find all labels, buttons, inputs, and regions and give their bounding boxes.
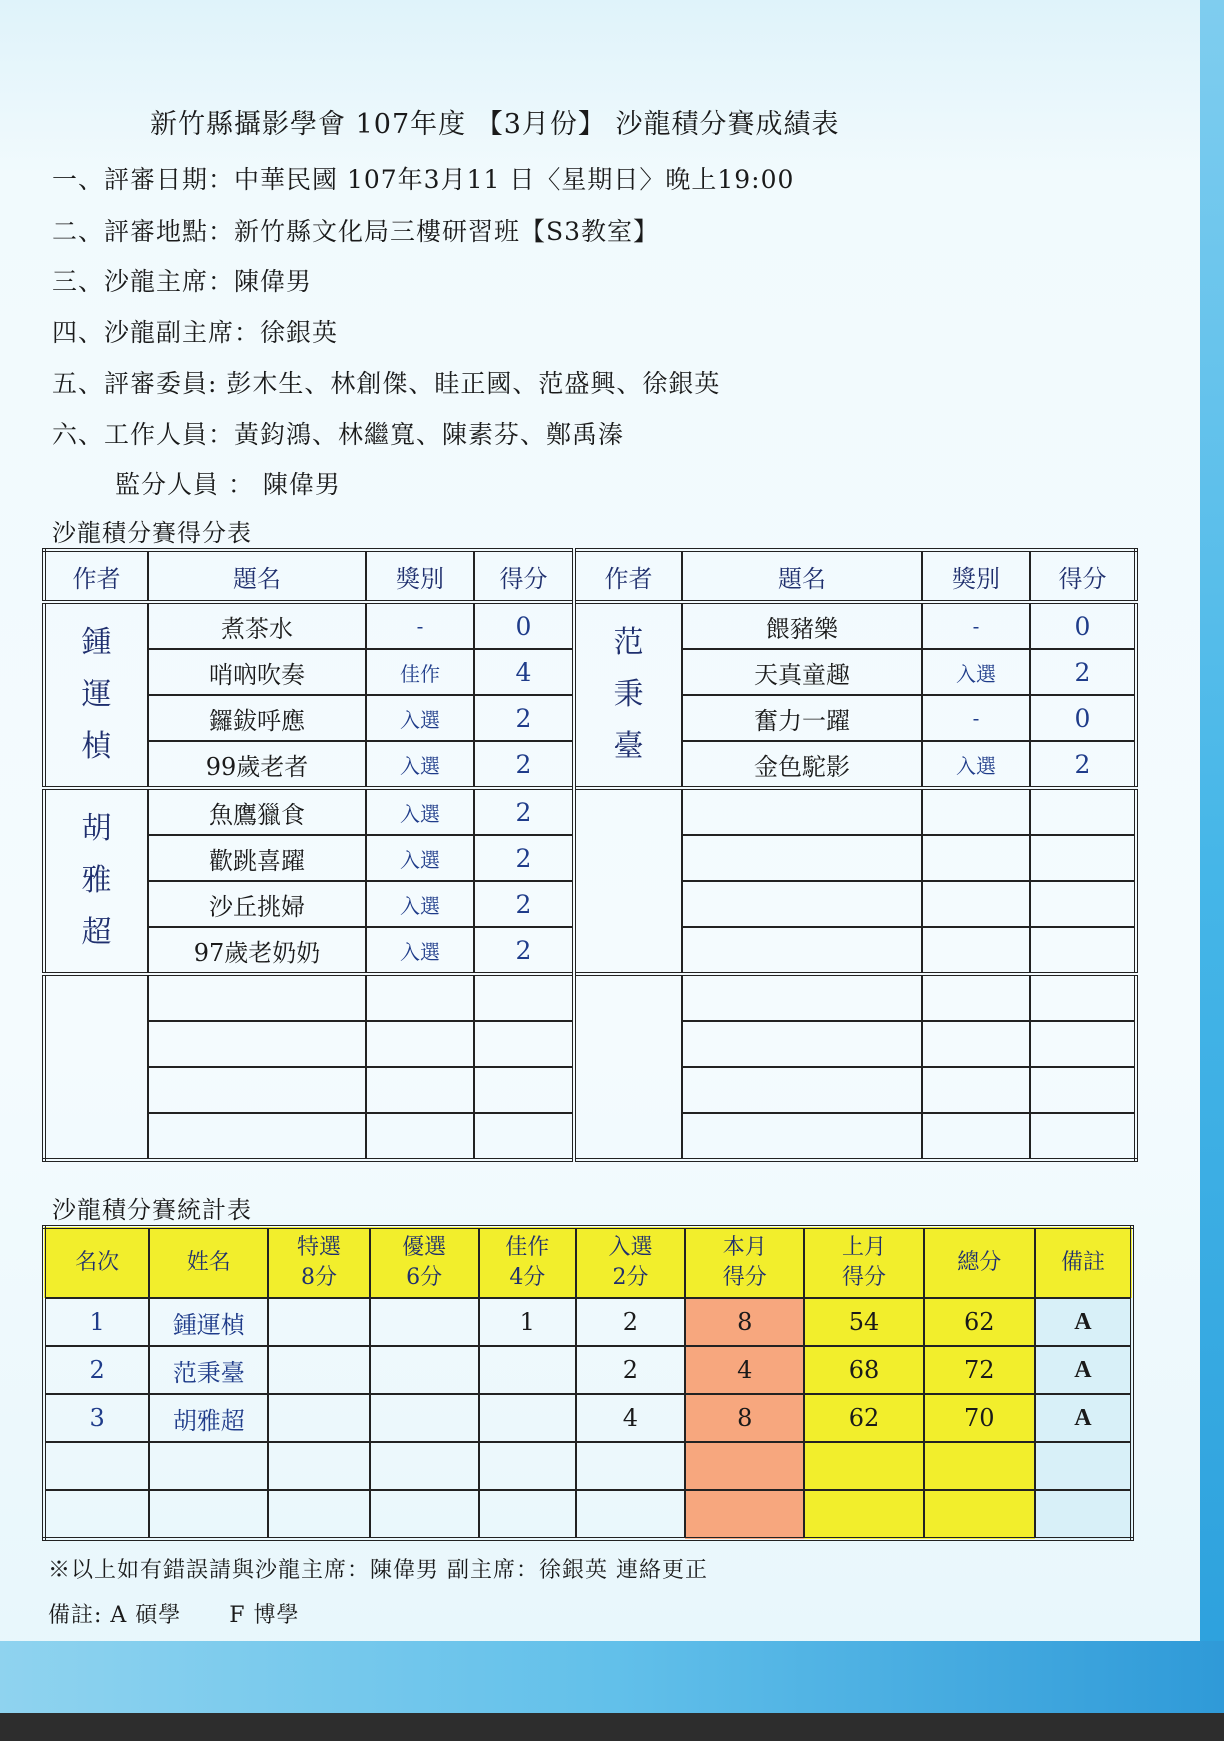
- empty-cell: [922, 1021, 1030, 1067]
- stat-table: [42, 1225, 1134, 1541]
- empty-cell: [682, 974, 922, 1021]
- empty-cell: [1035, 1490, 1132, 1539]
- table-row: [44, 1298, 1132, 1346]
- entry-title: 99歲老者: [148, 741, 366, 788]
- entry-award: 入選: [366, 881, 474, 927]
- empty-cell: [149, 1442, 268, 1490]
- empty-cell: [682, 1021, 922, 1067]
- empty-cell: [685, 1442, 804, 1490]
- entry-title: 沙丘挑婦: [148, 881, 366, 927]
- table-row: [44, 1442, 1132, 1490]
- empty-cell: [479, 1442, 576, 1490]
- score-table-header: [44, 550, 1136, 602]
- entry-score: 2: [474, 741, 574, 788]
- empty-cell: [1030, 1021, 1136, 1067]
- empty-cell: [922, 974, 1030, 1021]
- this-month-cell: 8: [685, 1298, 804, 1346]
- header-merit: 佳作 4分: [479, 1227, 576, 1298]
- empty-cell: [268, 1442, 369, 1490]
- header-author: 作者: [574, 550, 682, 602]
- empty-cell: [44, 1490, 149, 1539]
- header-author: 作者: [44, 550, 148, 602]
- empty-cell: [804, 1490, 923, 1539]
- author-cell: 范秉臺: [574, 602, 682, 788]
- empty-cell: [682, 835, 922, 881]
- author-cell-empty: [44, 974, 148, 1160]
- header-name: 姓名: [149, 1227, 268, 1298]
- header-award: 獎別: [922, 550, 1030, 602]
- empty-cell: [682, 1113, 922, 1160]
- entry-title: 歡跳喜躍: [148, 835, 366, 881]
- empty-cell: [922, 927, 1030, 974]
- merit-cell: 1: [479, 1298, 576, 1346]
- header-selected: 入選 2分: [576, 1227, 685, 1298]
- special-cell: [268, 1346, 369, 1394]
- table-row: [44, 1346, 1132, 1394]
- empty-cell: [149, 1490, 268, 1539]
- entry-score: 2: [474, 881, 574, 927]
- entry-title: 魚鷹獵食: [148, 788, 366, 835]
- rank-cell: 1: [44, 1298, 149, 1346]
- empty-cell: [1030, 1113, 1136, 1160]
- score-table: [42, 548, 1138, 1162]
- entry-title: 奮力一躍: [682, 695, 922, 741]
- empty-cell: [922, 1113, 1030, 1160]
- info-judging-place: 二、評審地點：新竹縣文化局三樓研習班【S3教室】: [52, 217, 660, 246]
- excellent-cell: [370, 1298, 479, 1346]
- header-excellent: 優選 6分: [370, 1227, 479, 1298]
- empty-cell: [922, 881, 1030, 927]
- entry-award: 入選: [366, 741, 474, 788]
- header-total: 總分: [924, 1227, 1035, 1298]
- header-award: 獎別: [366, 550, 474, 602]
- empty-cell: [370, 1442, 479, 1490]
- entry-title: 鑼鈸呼應: [148, 695, 366, 741]
- entry-title: 金色駝影: [682, 741, 922, 788]
- entry-award: 入選: [366, 788, 474, 835]
- header-note: 備註: [1035, 1227, 1132, 1298]
- name-cell: 范秉臺: [149, 1346, 268, 1394]
- last-month-cell: 54: [804, 1298, 923, 1346]
- entry-score: 4: [474, 649, 574, 695]
- empty-cell: [1030, 974, 1136, 1021]
- empty-cell: [366, 1113, 474, 1160]
- total-cell: 72: [924, 1346, 1035, 1394]
- rank-cell: 3: [44, 1394, 149, 1442]
- empty-cell: [268, 1490, 369, 1539]
- table-row: [44, 602, 1136, 649]
- entry-title: 哨吶吹奏: [148, 649, 366, 695]
- total-cell: 62: [924, 1298, 1035, 1346]
- info-chair: 三、沙龍主席：陳偉男: [52, 267, 313, 296]
- header-last-month: 上月 得分: [804, 1227, 923, 1298]
- empty-cell: [148, 1021, 366, 1067]
- table-row: [44, 1394, 1132, 1442]
- entry-award: 佳作: [366, 649, 474, 695]
- name-cell: 鍾運楨: [149, 1298, 268, 1346]
- entry-award: 入選: [922, 649, 1030, 695]
- entry-score: 0: [474, 602, 574, 649]
- empty-cell: [370, 1490, 479, 1539]
- empty-cell: [44, 1442, 149, 1490]
- last-month-cell: 62: [804, 1394, 923, 1442]
- stat-table-label: 沙龍積分賽統計表: [52, 1196, 252, 1224]
- author-cell-empty: [574, 788, 682, 974]
- entry-award: -: [366, 602, 474, 649]
- empty-cell: [576, 1442, 685, 1490]
- note-cell: A: [1035, 1394, 1132, 1442]
- entry-score: 2: [1030, 741, 1136, 788]
- empty-cell: [924, 1442, 1035, 1490]
- header-special: 特選 8分: [268, 1227, 369, 1298]
- note-cell: A: [1035, 1298, 1132, 1346]
- empty-cell: [474, 974, 574, 1021]
- entry-title: 煮茶水: [148, 602, 366, 649]
- header-rank: 名次: [44, 1227, 149, 1298]
- empty-cell: [922, 788, 1030, 835]
- score-table-label: 沙龍積分賽得分表: [52, 519, 252, 547]
- rank-cell: 2: [44, 1346, 149, 1394]
- empty-cell: [148, 974, 366, 1021]
- empty-cell: [685, 1490, 804, 1539]
- special-cell: [268, 1298, 369, 1346]
- selected-cell: 4: [576, 1394, 685, 1442]
- empty-cell: [1030, 835, 1136, 881]
- entry-award: 入選: [366, 835, 474, 881]
- empty-cell: [1030, 1067, 1136, 1113]
- entry-award: 入選: [366, 927, 474, 974]
- info-staff: 六、工作人員：黃鈞鴻、林繼寬、陳素芬、鄭禹溱: [52, 420, 625, 449]
- empty-cell: [474, 1113, 574, 1160]
- merit-cell: [479, 1346, 576, 1394]
- entry-award: 入選: [366, 695, 474, 741]
- empty-cell: [682, 1067, 922, 1113]
- excellent-cell: [370, 1346, 479, 1394]
- empty-cell: [148, 1067, 366, 1113]
- selected-cell: 2: [576, 1298, 685, 1346]
- empty-cell: [922, 835, 1030, 881]
- empty-cell: [922, 1067, 1030, 1113]
- empty-cell: [682, 927, 922, 974]
- author-cell: 胡雅超: [44, 788, 148, 974]
- entry-title: 97歲老奶奶: [148, 927, 366, 974]
- header-title: 題名: [148, 550, 366, 602]
- empty-cell: [1030, 788, 1136, 835]
- header-this-month: 本月 得分: [685, 1227, 804, 1298]
- empty-cell: [148, 1113, 366, 1160]
- this-month-cell: 4: [685, 1346, 804, 1394]
- selected-cell: 2: [576, 1346, 685, 1394]
- table-row: [44, 788, 1136, 835]
- info-judging-date: 一、評審日期：中華民國 107年3月11 日〈星期日〉晚上19:00: [52, 165, 795, 194]
- empty-cell: [474, 1021, 574, 1067]
- author-cell-empty: [574, 974, 682, 1160]
- header-score: 得分: [1030, 550, 1136, 602]
- info-score-supervisor: 監分人員 ： 陳偉男: [115, 470, 341, 499]
- entry-score: 0: [1030, 602, 1136, 649]
- table-row: [44, 974, 1136, 1021]
- entry-score: 2: [474, 927, 574, 974]
- info-vice-chair: 四、沙龍副主席：徐銀英: [52, 318, 339, 347]
- this-month-cell: 8: [685, 1394, 804, 1442]
- header-title: 題名: [682, 550, 922, 602]
- empty-cell: [1030, 881, 1136, 927]
- empty-cell: [474, 1067, 574, 1113]
- empty-cell: [479, 1490, 576, 1539]
- author-cell: 鍾運楨: [44, 602, 148, 788]
- last-month-cell: 68: [804, 1346, 923, 1394]
- entry-score: 2: [474, 835, 574, 881]
- note-cell: A: [1035, 1346, 1132, 1394]
- special-cell: [268, 1394, 369, 1442]
- table-row: [44, 1490, 1132, 1539]
- empty-cell: [804, 1442, 923, 1490]
- footer-contact-note: ※以上如有錯誤請與沙龍主席：陳偉男 副主席：徐銀英 連絡更正: [48, 1558, 708, 1583]
- empty-cell: [682, 881, 922, 927]
- header-score: 得分: [474, 550, 574, 602]
- name-cell: 胡雅超: [149, 1394, 268, 1442]
- total-cell: 70: [924, 1394, 1035, 1442]
- empty-cell: [366, 974, 474, 1021]
- footer-legend: 備註: A 碩學 F 博學: [48, 1603, 300, 1628]
- empty-cell: [924, 1490, 1035, 1539]
- info-judges: 五、評審委員: 彭木生、林創傑、眭正國、范盛興、徐銀英: [52, 369, 721, 398]
- empty-cell: [366, 1021, 474, 1067]
- empty-cell: [682, 788, 922, 835]
- entry-award: -: [922, 602, 1030, 649]
- entry-award: -: [922, 695, 1030, 741]
- empty-cell: [1030, 927, 1136, 974]
- empty-cell: [366, 1067, 474, 1113]
- empty-cell: [1035, 1442, 1132, 1490]
- entry-award: 入選: [922, 741, 1030, 788]
- entry-title: 天真童趣: [682, 649, 922, 695]
- entry-score: 2: [474, 788, 574, 835]
- empty-cell: [576, 1490, 685, 1539]
- stat-table-header: [44, 1227, 1132, 1298]
- entry-score: 2: [474, 695, 574, 741]
- entry-score: 2: [1030, 649, 1136, 695]
- page-title: 新竹縣攝影學會 107年度 【3月份】 沙龍積分賽成績表: [150, 109, 840, 140]
- entry-score: 0: [1030, 695, 1136, 741]
- merit-cell: [479, 1394, 576, 1442]
- entry-title: 餵豬樂: [682, 602, 922, 649]
- excellent-cell: [370, 1394, 479, 1442]
